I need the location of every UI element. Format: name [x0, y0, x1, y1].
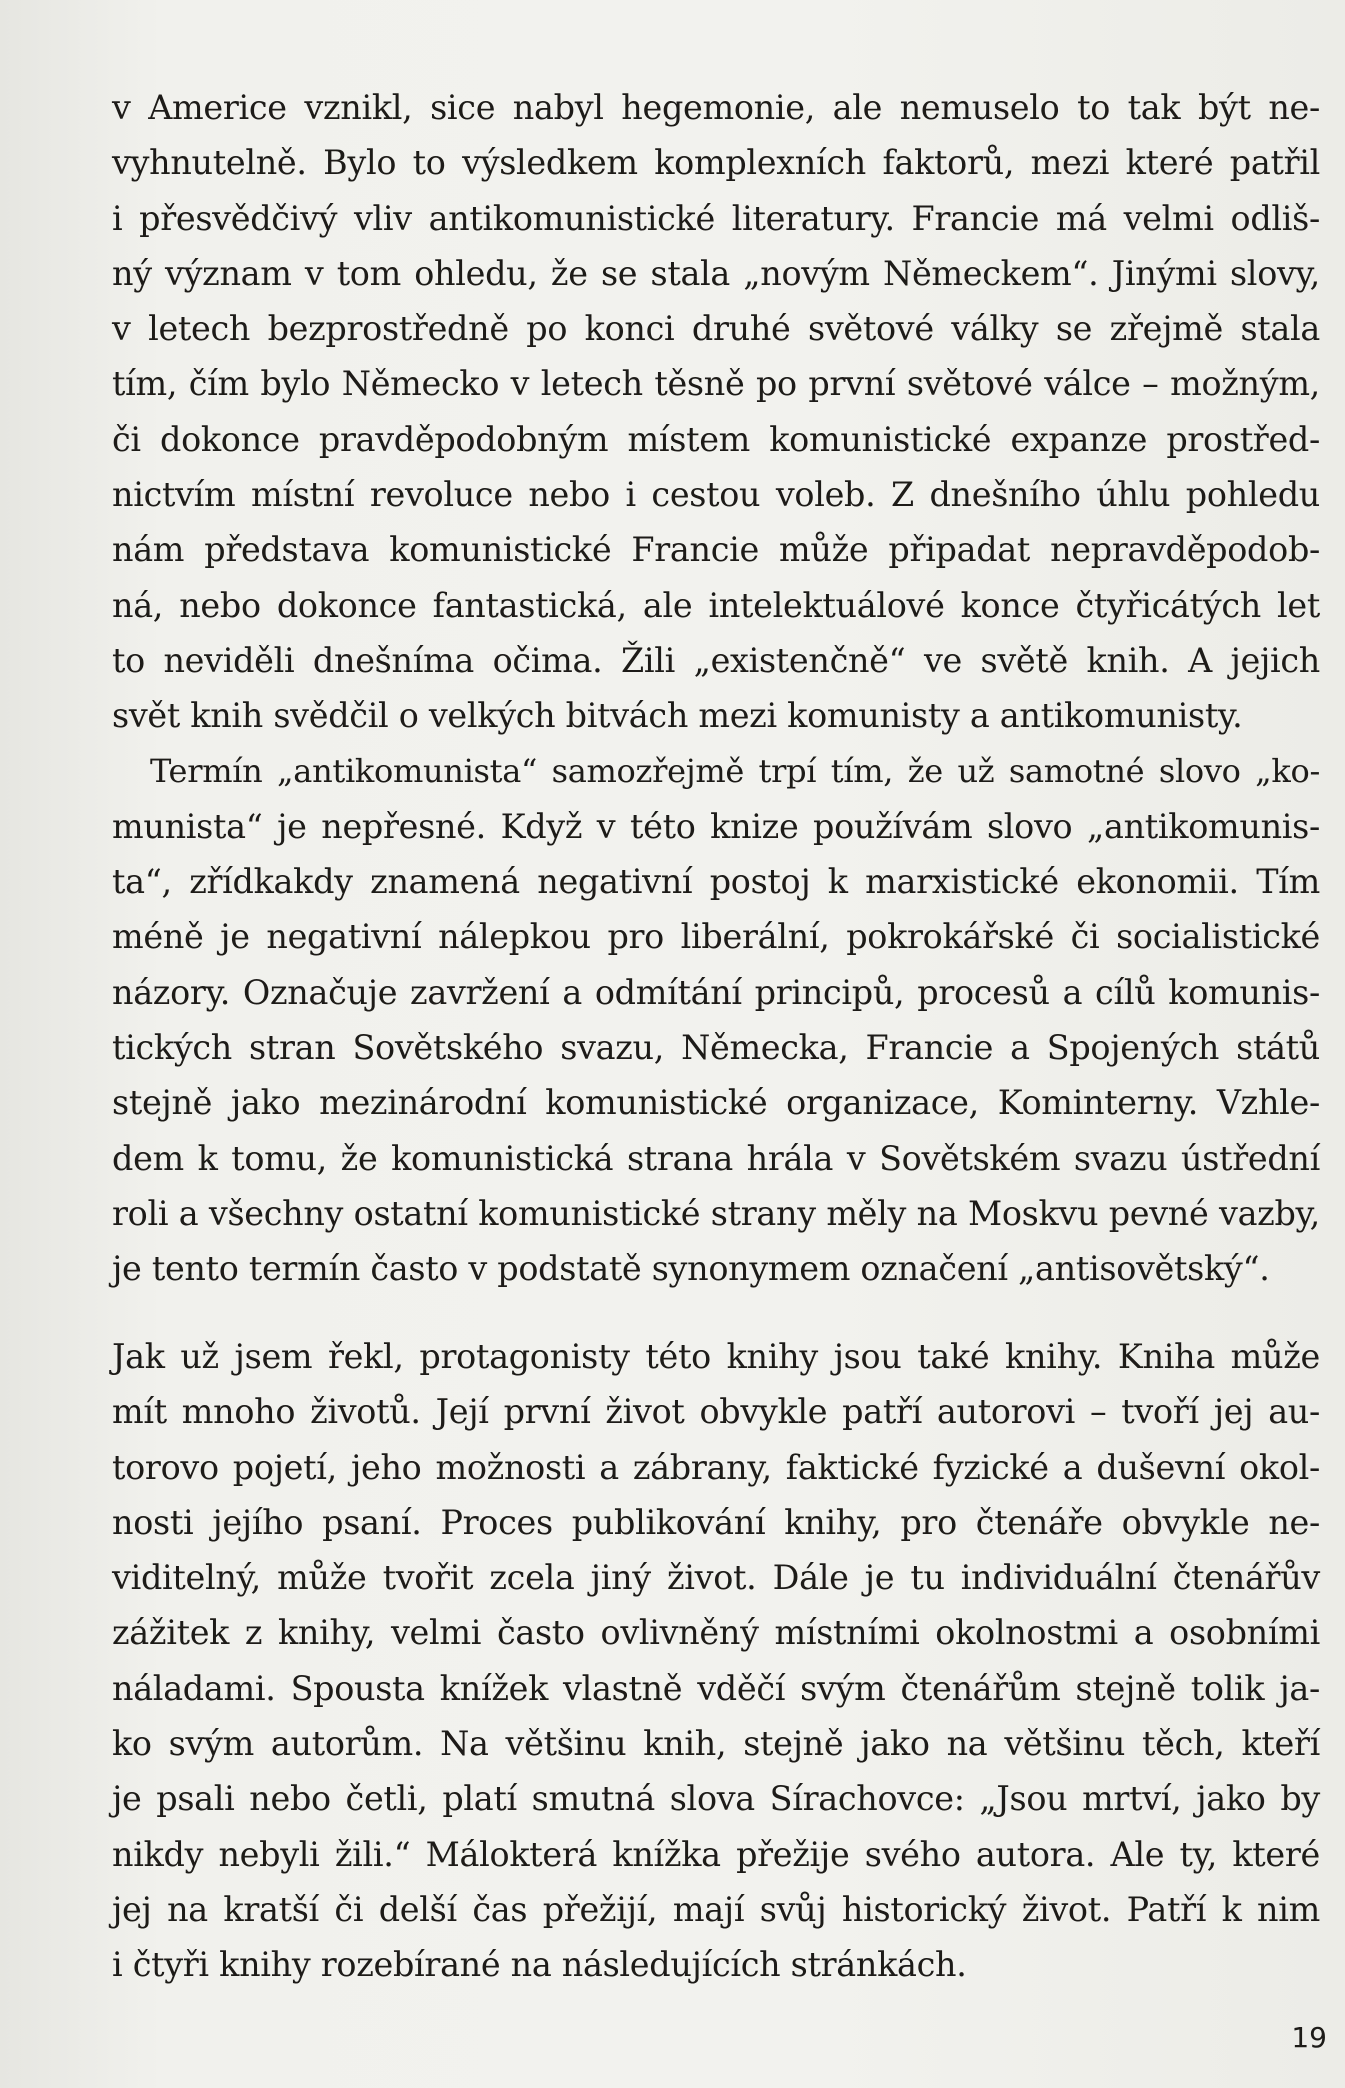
- text-line: Jak už jsem řekl, protagonisty této knihy jsou také knihy. Kniha může: [112, 1337, 1320, 1376]
- text-line: tických stran Sovětského svazu, Německa, Francie a Spojených států: [112, 1028, 1320, 1068]
- text-line: torovo pojetí, jeho možnosti a zábrany, faktické fyzické a duševní okol-: [112, 1447, 1320, 1487]
- text-section-1: [112, 80, 1320, 1297]
- paragraph-3: [112, 1329, 1320, 1993]
- text-line: v Americe vznikl, sice nabyl hegemonie, ale nemuselo to tak být ne-: [112, 88, 1320, 127]
- text-line: i přesvědčivý vliv antikomunistické literatury. Francie má velmi odliš-: [112, 198, 1320, 238]
- paragraph-1: [112, 80, 1320, 744]
- text-line: nosti jejího psaní. Proces publikování knihy, pro čtenáře obvykle ne-: [112, 1502, 1320, 1542]
- text-line: stejně jako mezinárodní komunistické organizace, Kominterny. Vzhle-: [112, 1083, 1320, 1123]
- text-line: dem k tomu, že komunistická strana hrála v Sovětském svazu ústřední: [112, 1138, 1320, 1178]
- text-line: je psali nebo četli, platí smutná slova Sírachovce: „Jsou mrtví, jako by: [112, 1779, 1320, 1819]
- text-line: ná, nebo dokonce fantastická, ale intelektuálové konce čtyřicátých let: [112, 585, 1320, 625]
- text-line: nám představa komunistické Francie může připadat nepravděpodob-: [112, 530, 1320, 570]
- text-line: roli a všechny ostatní komunistické strany měly na Moskvu pevné vazby,: [112, 1193, 1320, 1233]
- text-line: svět knih svědčil o velkých bitvách mezi komunisty a antikomunisty.: [112, 696, 1243, 736]
- text-line: nikdy nebyli žili.“ Málokterá knížka přežije svého autora. Ale ty, které: [112, 1834, 1320, 1874]
- text-line: či dokonce pravděpodobným místem komunistické expanze prostřed-: [112, 419, 1320, 459]
- text-line: v letech bezprostředně po konci druhé světové války se zřejmě stala: [112, 309, 1320, 349]
- text-line: mít mnoho životů. Její první život obvykle patří autorovi – tvoří jej au-: [112, 1392, 1320, 1432]
- text-line: vyhnutelně. Bylo to výsledkem komplexních faktorů, mezi které patřil: [112, 143, 1320, 183]
- text-line: munista“ je nepřesné. Když v této knize používám slovo „antikomunis-: [112, 806, 1320, 846]
- text-line: méně je negativní nálepkou pro liberální, pokrokářské či socialistické: [112, 917, 1320, 957]
- text-line: nictvím místní revoluce nebo i cestou voleb. Z dnešního úhlu pohledu: [112, 475, 1320, 515]
- paragraph-2: [112, 744, 1320, 1297]
- page-number: 19: [1291, 2021, 1327, 2054]
- text-line: je tento termín často v podstatě synonymem označení „antisovětský“.: [112, 1249, 1270, 1289]
- text-line: tím, čím bylo Německo v letech těsně po první světové válce – možným,: [112, 364, 1320, 404]
- text-line: ta“, zřídkakdy znamená negativní postoj k marxistické ekonomii. Tím: [112, 862, 1320, 902]
- text-line: zážitek z knihy, velmi často ovlivněný místními okolnostmi a osobními: [112, 1613, 1320, 1653]
- text-line: ko svým autorům. Na většinu knih, stejně jako na většinu těch, kteří: [112, 1724, 1320, 1764]
- text-line: viditelný, může tvořit zcela jiný život. Dále je tu individuální čtenářův: [112, 1558, 1320, 1598]
- text-line: názory. Označuje zavržení a odmítání principů, procesů a cílů komunis-: [112, 972, 1320, 1012]
- text-line: to neviděli dnešníma očima. Žili „existenčně“ ve světě knih. A jejich: [112, 640, 1320, 680]
- text-line: jej na kratší či delší čas přežijí, mají svůj historický život. Patří k nim: [112, 1889, 1320, 1929]
- text-line: Termín „antikomunista“ samozřejmě trpí tím, že už samotné slovo „ko-: [150, 751, 1320, 790]
- text-section-2: [112, 1329, 1320, 1993]
- text-line: náladami. Spousta knížek vlastně vděčí svým čtenářům stejně tolik ja-: [112, 1668, 1320, 1708]
- text-line: i čtyři knihy rozebírané na následujících stránkách.: [112, 1945, 967, 1985]
- text-line: ný význam v tom ohledu, že se stala „novým Německem“. Jinými slovy,: [112, 253, 1320, 293]
